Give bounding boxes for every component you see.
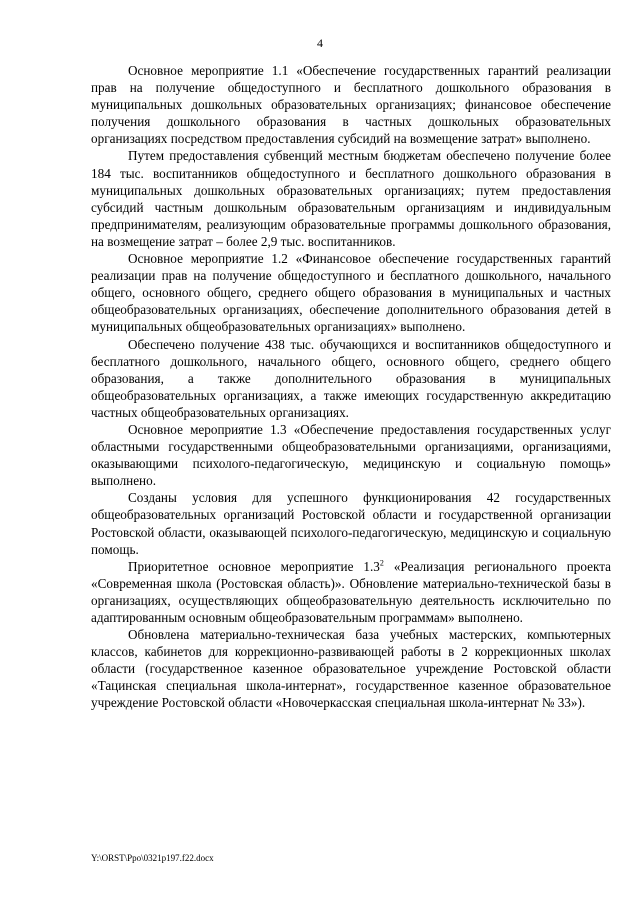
paragraph-1: Основное мероприятие 1.1 «Обеспечение государственных гарантий реализации прав на получение общедоступного и бесплатного дошкольного образования в муниципальных дошкольных образовательных организациях; финансовое обеспечение получения дошкольного образования в частных дошкольных образовательных организациях посредством предоставления субсидий на возмещение затрат» выполнено.: [91, 63, 611, 147]
footnote-marker: 2: [379, 558, 384, 568]
paragraph-7: [91, 558, 611, 626]
paragraph-7-lead: Приоритетное основное мероприятие 1.3: [128, 558, 380, 574]
page-number: 4: [317, 36, 323, 50]
paragraph-2: Путем предоставления субвенций местным бюджетам обеспечено получение более 184 тыс. воспитанников общедоступного и бесплатного дошкольного образования в муниципальных дошкольных образовательных организациях; путем предоставления субсидий частным дошкольным образовательным организациям и индивидуальным предпринимателям, реализующим образовательные программы дошкольного образования, на возмещение затрат – более 2,9 тыс. воспитанников.: [91, 148, 611, 249]
footer-file-path: Y:\ORST\Ppo\0321p197.f22.docx: [91, 853, 214, 863]
paragraph-3: Основное мероприятие 1.2 «Финансовое обеспечение государственных гарантий реализации прав на получение общедоступного и бесплатного дошкольного, начального общего, основного общего, среднего общего образования в муниципальных и частных общеобразовательных организациях, обеспечение дополнительного образования детей в муниципальных общеобразовательных организациях» выполнено.: [91, 251, 611, 335]
document-body: [91, 62, 611, 712]
paragraph-8: Обновлена материально-техническая база учебных мастерских, компьютерных классов, кабинетов для коррекционно-развивающей работы в 2 коррекционных школах области (государственное казенное образовательное учреждение Ростовской области «Тацинская специальная школа-интернат», государственное казенное образовательное учреждение Ростовской области «Новочеркасская специальная школа-интернат № 33»).: [91, 627, 611, 711]
paragraph-4: Обеспечено получение 438 тыс. обучающихся и воспитанников общедоступного и бесплатного дошкольного, начального общего, основного общего, среднего общего образования, а также дополнительного образования в муниципальных общеобразовательных организациях, а также имеющих государственную аккредитацию частных общеобразовательных организациях.: [91, 336, 611, 420]
paragraph-5: Основное мероприятие 1.3 «Обеспечение предоставления государственных услуг областными государственными общеобразовательными организациями, организациями, оказывающими психолого-педагогическую, медицинскую и социальную помощь» выполнено.: [91, 421, 611, 489]
paragraph-7-rest: «Реализация регионального проекта «Современная школа (Ростовская область)». Обновление материально-технической базы в организациях, осуществляющих общеобразовательную деятельность исключительно по адаптированным основным общеобразовательным программам» выполнено.: [91, 558, 612, 625]
paragraph-6: Созданы условия для успешного функционирования 42 государственных общеобразовательных организаций Ростовской области и государственной организации Ростовской области, оказывающей психолого-педагогическую, медицинскую и социальную помощь.: [91, 490, 611, 557]
